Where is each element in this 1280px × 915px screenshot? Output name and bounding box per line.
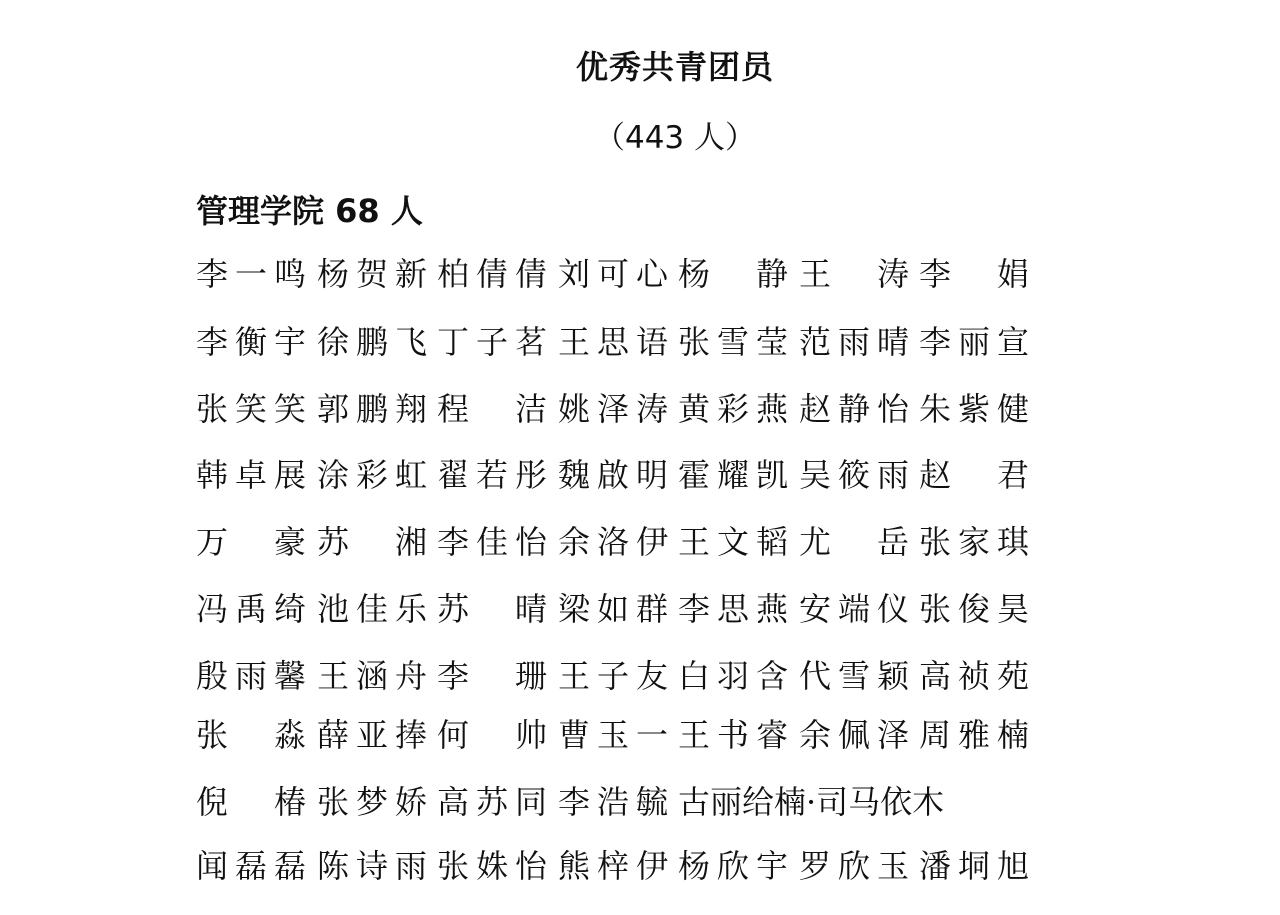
member-name: 熊 梓 伊 [558, 847, 668, 885]
member-name: 吴 筱 雨 [799, 456, 909, 494]
member-name: 程 洁 [437, 390, 547, 428]
member-name: 姚 泽 涛 [558, 390, 668, 428]
member-name: 李 珊 [437, 657, 547, 695]
member-name: 赵 君 [919, 456, 1029, 494]
member-name: 何 帅 [437, 716, 547, 754]
member-name: 白 羽 含 [678, 657, 788, 695]
name-row [196, 780, 1196, 824]
name-row [196, 387, 1196, 431]
member-name: 王 文 韬 [678, 523, 788, 561]
name-row [196, 520, 1196, 564]
member-name: 王 涵 舟 [317, 657, 427, 695]
member-name: 倪 椿 [196, 783, 306, 821]
member-name: 池 佳 乐 [317, 590, 427, 628]
member-name: 张 梦 娇 [317, 783, 427, 821]
member-name: 余 洛 伊 [558, 523, 668, 561]
member-name: 李 丽 宣 [919, 323, 1029, 361]
member-name: 潘 垌 旭 [919, 847, 1029, 885]
member-name: 苏 湘 [317, 523, 427, 561]
member-name: 周 雅 楠 [919, 716, 1029, 754]
member-name: 代 雪 颖 [799, 657, 909, 695]
name-row [196, 844, 1196, 888]
member-name: 高 苏 同 [437, 783, 547, 821]
member-name: 李 佳 怡 [437, 523, 547, 561]
member-name: 翟 若 彤 [437, 456, 547, 494]
member-name: 张 淼 [196, 716, 306, 754]
member-name: 古丽给楠·司马依木 [678, 783, 945, 821]
member-name: 杨 贺 新 [317, 255, 427, 293]
member-name: 冯 禹 绮 [196, 590, 306, 628]
member-name: 涂 彩 虹 [317, 456, 427, 494]
member-name: 薛 亚 捧 [317, 716, 427, 754]
member-name: 王 子 友 [558, 657, 668, 695]
page-title: 优秀共青团员 [575, 48, 774, 86]
member-name: 郭 鹏 翔 [317, 390, 427, 428]
member-name: 李 浩 毓 [558, 783, 668, 821]
member-name: 曹 玉 一 [558, 716, 668, 754]
member-name: 张 姝 怡 [437, 847, 547, 885]
member-name: 李 衡 宇 [196, 323, 306, 361]
member-name: 余 佩 泽 [799, 716, 909, 754]
member-name: 刘 可 心 [558, 255, 668, 293]
member-name: 闻 磊 磊 [196, 847, 306, 885]
member-name: 陈 诗 雨 [317, 847, 427, 885]
name-row [196, 453, 1196, 497]
member-name: 李 思 燕 [678, 590, 788, 628]
member-name: 张 俊 昊 [919, 590, 1029, 628]
member-name: 徐 鹏 飞 [317, 323, 427, 361]
member-name: 柏 倩 倩 [437, 255, 547, 293]
member-name: 黄 彩 燕 [678, 390, 788, 428]
member-name: 杨 欣 宇 [678, 847, 788, 885]
member-name: 范 雨 晴 [799, 323, 909, 361]
section-title: 管理学院 68 人 [196, 192, 423, 230]
member-name: 魏 啟 明 [558, 456, 668, 494]
member-name: 丁 子 茗 [437, 323, 547, 361]
member-name: 高 祯 苑 [919, 657, 1029, 695]
member-name: 殷 雨 馨 [196, 657, 306, 695]
member-name: 韩 卓 展 [196, 456, 306, 494]
name-row [196, 320, 1196, 364]
name-row [196, 587, 1196, 631]
member-name: 张 笑 笑 [196, 390, 306, 428]
member-name: 李 娟 [919, 255, 1029, 293]
member-name: 杨 静 [678, 255, 788, 293]
member-name: 罗 欣 玉 [799, 847, 909, 885]
member-name: 张 雪 莹 [678, 323, 788, 361]
member-name: 赵 静 怡 [799, 390, 909, 428]
member-name: 苏 晴 [437, 590, 547, 628]
member-name: 尤 岳 [799, 523, 909, 561]
member-name: 王 书 睿 [678, 716, 788, 754]
member-name: 安 端 仪 [799, 590, 909, 628]
name-row [196, 252, 1196, 296]
member-name: 李 一 鸣 [196, 255, 306, 293]
member-name: 王 涛 [799, 255, 909, 293]
member-name: 万 豪 [196, 523, 306, 561]
member-name: 梁 如 群 [558, 590, 668, 628]
member-count: （443 人） [593, 120, 757, 156]
name-row [196, 654, 1196, 698]
member-name: 朱 紫 健 [919, 390, 1029, 428]
member-name: 霍 耀 凯 [678, 456, 788, 494]
member-name: 王 思 语 [558, 323, 668, 361]
member-name: 张 家 琪 [919, 523, 1029, 561]
name-row [196, 713, 1196, 757]
